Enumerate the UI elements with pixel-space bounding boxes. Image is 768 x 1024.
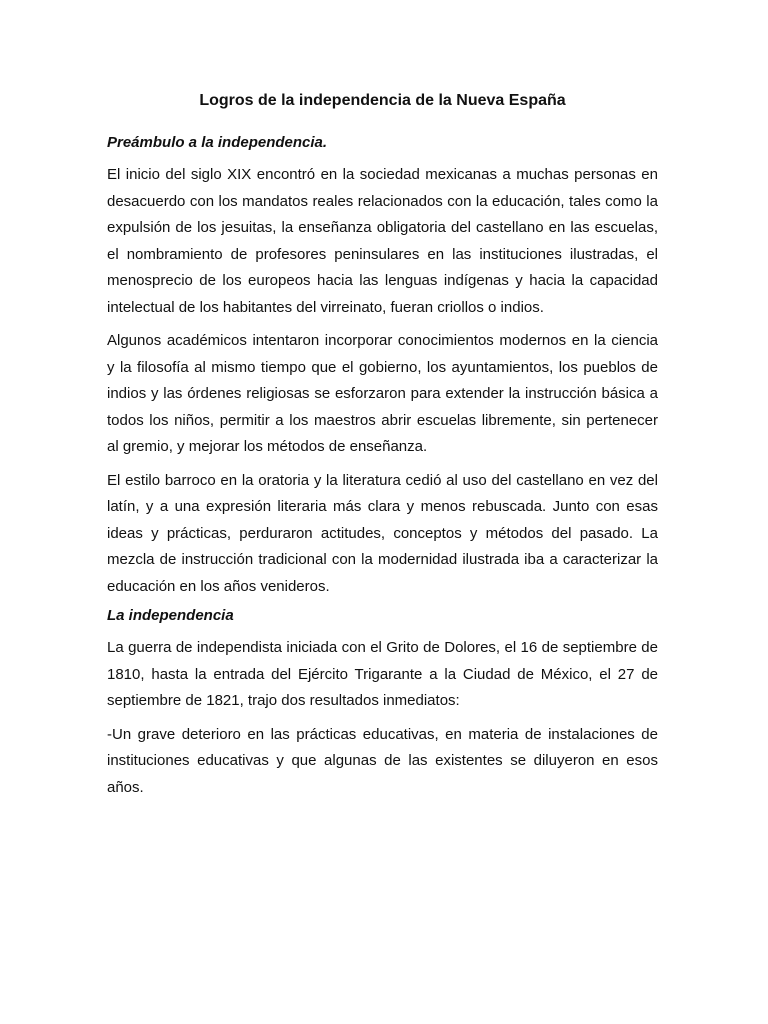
- paragraph: El inicio del siglo XIX encontró en la sociedad mexicanas a muchas personas en desacuerdo con los mandatos reales relacionados con la educación, tales como la expulsión de los jesuitas, la enseñanza obligatoria del castellano en las escuelas, el nombramiento de profesores peninsulares en las instituciones ilustradas, el menosprecio de los europeos hacia las lenguas indígenas y hacia la capacidad intelectual de los habitantes del virreinato, fueran criollos o indios.: [107, 166, 658, 316]
- section-preambulo: [107, 134, 658, 600]
- document-title: Logros de la independencia de la Nueva España: [199, 92, 566, 109]
- section-independencia: [107, 607, 658, 801]
- paragraph: -Un grave deterioro en las prácticas educativas, en materia de instalaciones de instituciones educativas y que algunas de las existentes se diluyeron en esos años.: [107, 725, 658, 796]
- document-page: [107, 88, 658, 808]
- paragraph: Algunos académicos intentaron incorporar conocimientos modernos en la ciencia y la filosofía al mismo tiempo que el gobierno, los ayuntamientos, los pueblos de indios y las órdenes religiosas se esforzaron para extender la instrucción básica a todos los niños, permitir a los maestros abrir escuelas libremente, sin pertenecer al gremio, y mejorar los métodos de enseñanza.: [107, 332, 658, 455]
- paragraph: La guerra de independista iniciada con el Grito de Dolores, el 16 de septiembre de 1810, hasta la entrada del Ejército Trigarante a la Ciudad de México, el 27 de septiembre de 1821, trajo dos resultados inmediatos:: [107, 639, 658, 709]
- section-heading: La independencia: [107, 607, 234, 624]
- paragraph: El estilo barroco en la oratoria y la literatura cedió al uso del castellano en vez del latín, y a una expresión literaria más clara y menos rebuscada. Junto con esas ideas y prácticas, perduraron actitudes, conceptos y métodos del pasado. La mezcla de instrucción tradicional con la modernidad ilustrada iba a caracterizar la educación en los años venideros.: [107, 471, 658, 595]
- section-heading: Preámbulo a la independencia.: [107, 134, 328, 151]
